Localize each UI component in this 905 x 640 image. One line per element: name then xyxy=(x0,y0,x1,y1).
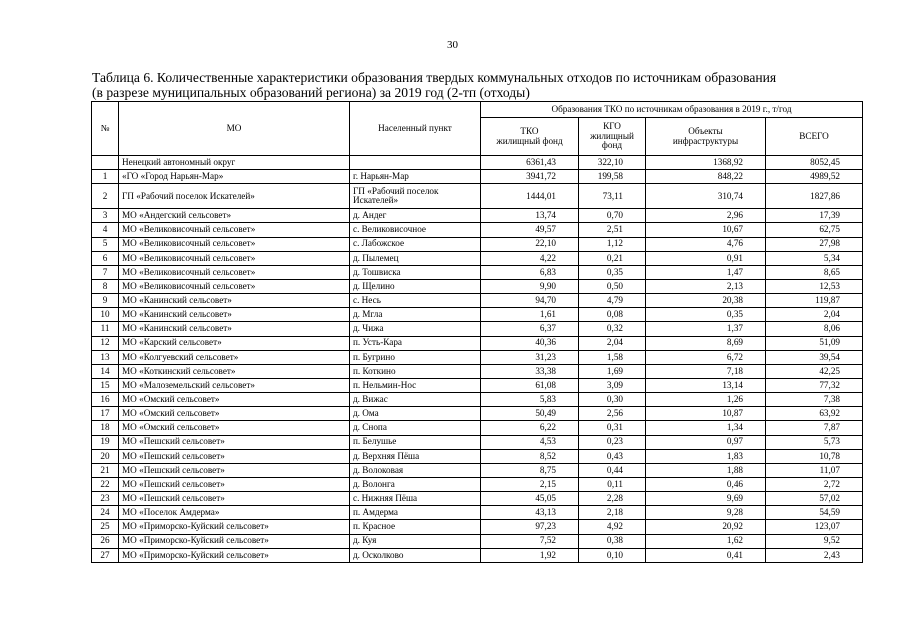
header-infra-line1: Объекты xyxy=(688,126,723,137)
municipality-cell: МО «Малоземельский сельсовет» xyxy=(119,378,350,392)
infrastructure-value-cell: 1,37 xyxy=(646,322,766,336)
kgo-value-cell: 0,38 xyxy=(579,534,646,548)
table-row xyxy=(92,336,863,350)
settlement-cell: д. Осколково xyxy=(350,548,481,562)
infrastructure-value-cell: 1,34 xyxy=(646,421,766,435)
table-row xyxy=(92,265,863,279)
table-row-total xyxy=(92,156,863,170)
row-number-cell: 11 xyxy=(92,322,119,336)
total-value-cell: 51,09 xyxy=(766,336,863,350)
municipality-cell: МО «Омский сельсовет» xyxy=(119,421,350,435)
infrastructure-value-cell: 9,28 xyxy=(646,506,766,520)
infrastructure-value-cell: 1,47 xyxy=(646,265,766,279)
tko-value-cell: 8,75 xyxy=(481,463,579,477)
municipality-cell: МО «Великовисочный сельсовет» xyxy=(119,279,350,293)
header-kgo-line3: фонд xyxy=(601,140,623,151)
municipality-cell: МО «Омский сельсовет» xyxy=(119,407,350,421)
infrastructure-value-cell: 0,97 xyxy=(646,435,766,449)
table-row xyxy=(92,184,863,209)
municipality-cell: МО «Пешский сельсовет» xyxy=(119,435,350,449)
row-number-cell: 6 xyxy=(92,251,119,265)
total-value-cell: 1827,86 xyxy=(766,184,863,209)
table-row xyxy=(92,350,863,364)
tko-value-cell: 43,13 xyxy=(481,506,579,520)
table-row xyxy=(92,449,863,463)
tko-value-cell: 13,74 xyxy=(481,209,579,223)
row-number-cell: 26 xyxy=(92,534,119,548)
table-row xyxy=(92,407,863,421)
table-row xyxy=(92,364,863,378)
kgo-value-cell: 0,30 xyxy=(579,393,646,407)
header-kgo-line1: КГО xyxy=(603,121,621,132)
tko-value-cell: 4,22 xyxy=(481,251,579,265)
kgo-value-cell: 0,32 xyxy=(579,322,646,336)
row-number-cell: 7 xyxy=(92,265,119,279)
header-infra-line2: инфраструктуры xyxy=(672,135,739,146)
municipality-cell: МО «Великовисочный сельсовет» xyxy=(119,251,350,265)
settlement-cell: д. Снопа xyxy=(350,421,481,435)
tko-value-cell: 2,15 xyxy=(481,477,579,491)
total-value-cell: 7,87 xyxy=(766,421,863,435)
row-number-cell: 8 xyxy=(92,279,119,293)
tko-value-cell: 6,83 xyxy=(481,265,579,279)
infrastructure-value-cell: 1,62 xyxy=(646,534,766,548)
row-number-cell: 20 xyxy=(92,449,119,463)
total-value-cell: 7,38 xyxy=(766,393,863,407)
total-value-cell: 123,07 xyxy=(766,520,863,534)
tko-value-cell: 45,05 xyxy=(481,492,579,506)
infrastructure-value-cell: 20,38 xyxy=(646,294,766,308)
settlement-cell: д. Чижа xyxy=(350,322,481,336)
kgo-value-cell: 2,04 xyxy=(579,336,646,350)
kgo-value-cell: 2,51 xyxy=(579,223,646,237)
tko-value-cell: 33,38 xyxy=(481,364,579,378)
infrastructure-value-cell: 0,46 xyxy=(646,477,766,491)
total-value-cell: 8,65 xyxy=(766,265,863,279)
infrastructure-value-cell: 9,69 xyxy=(646,492,766,506)
municipality-cell: МО «Великовисочный сельсовет» xyxy=(119,265,350,279)
kgo-value-cell: 4,79 xyxy=(579,294,646,308)
municipality-cell: МО «Приморско-Куйский сельсовет» xyxy=(119,548,350,562)
infrastructure-value-cell: 1,26 xyxy=(646,393,766,407)
table-row xyxy=(92,477,863,491)
header-kgo-line2: жилищный xyxy=(590,130,634,141)
infrastructure-value-cell: 1,83 xyxy=(646,449,766,463)
tko-value-cell: 40,36 xyxy=(481,336,579,350)
header-tko-line2: жилищный фонд xyxy=(496,135,563,146)
settlement-cell: д. Мгла xyxy=(350,308,481,322)
table-row xyxy=(92,279,863,293)
header-tko-line1: ТКО xyxy=(520,126,539,137)
kgo-value-cell: 0,08 xyxy=(579,308,646,322)
kgo-value-cell: 199,58 xyxy=(579,170,646,184)
tko-value-cell: 22,10 xyxy=(481,237,579,251)
tko-value-cell: 1,61 xyxy=(481,308,579,322)
table-row xyxy=(92,506,863,520)
settlement-cell: д. Верхняя Пёша xyxy=(350,449,481,463)
table-row xyxy=(92,294,863,308)
settlement-cell: д. Тошвиска xyxy=(350,265,481,279)
tko-value-cell: 8,52 xyxy=(481,449,579,463)
infrastructure-value-cell: 6,72 xyxy=(646,350,766,364)
municipality-cell: МО «Карский сельсовет» xyxy=(119,336,350,350)
infrastructure-value-cell: 2,96 xyxy=(646,209,766,223)
kgo-value-cell: 2,18 xyxy=(579,506,646,520)
waste-table xyxy=(91,101,863,563)
settlement-cell: д. Куя xyxy=(350,534,481,548)
municipality-cell: МО «Канинский сельсовет» xyxy=(119,294,350,308)
municipality-cell: МО «Пешский сельсовет» xyxy=(119,477,350,491)
tko-value-cell: 1,92 xyxy=(481,548,579,562)
municipality-cell: МО «Канинский сельсовет» xyxy=(119,308,350,322)
row-number-cell: 9 xyxy=(92,294,119,308)
municipality-cell: МО «Пешский сельсовет» xyxy=(119,449,350,463)
municipality-cell: «ГО «Город Нарьян-Мар» xyxy=(119,170,350,184)
settlement-cell xyxy=(350,156,481,170)
total-value-cell: 77,32 xyxy=(766,378,863,392)
table-row xyxy=(92,421,863,435)
tko-value-cell: 6,37 xyxy=(481,322,579,336)
table-body xyxy=(92,156,863,563)
total-value-cell: 27,98 xyxy=(766,237,863,251)
municipality-cell: МО «Канинский сельсовет» xyxy=(119,322,350,336)
infrastructure-value-cell: 0,91 xyxy=(646,251,766,265)
kgo-value-cell: 0,10 xyxy=(579,548,646,562)
kgo-value-cell: 2,28 xyxy=(579,492,646,506)
kgo-value-cell: 0,11 xyxy=(579,477,646,491)
total-value-cell: 119,87 xyxy=(766,294,863,308)
row-number-cell: 17 xyxy=(92,407,119,421)
tko-value-cell: 50,49 xyxy=(481,407,579,421)
municipality-cell: МО «Приморско-Куйский сельсовет» xyxy=(119,520,350,534)
municipality-cell: ГП «Рабочий поселок Искателей» xyxy=(119,184,350,209)
row-number-cell: 16 xyxy=(92,393,119,407)
municipality-cell: Ненецкий автономный округ xyxy=(119,156,350,170)
tko-value-cell: 61,08 xyxy=(481,378,579,392)
total-value-cell: 39,54 xyxy=(766,350,863,364)
total-value-cell: 5,34 xyxy=(766,251,863,265)
settlement-cell: д. Волоковая xyxy=(350,463,481,477)
total-value-cell: 54,59 xyxy=(766,506,863,520)
settlement-cell: с. Великовисочное xyxy=(350,223,481,237)
page-number: 30 xyxy=(447,39,458,51)
total-value-cell: 57,02 xyxy=(766,492,863,506)
total-value-cell: 10,78 xyxy=(766,449,863,463)
settlement-cell: п. Белушье xyxy=(350,435,481,449)
total-value-cell: 17,39 xyxy=(766,209,863,223)
infrastructure-value-cell: 0,41 xyxy=(646,548,766,562)
kgo-value-cell: 0,50 xyxy=(579,279,646,293)
kgo-value-cell: 1,12 xyxy=(579,237,646,251)
infrastructure-value-cell: 13,14 xyxy=(646,378,766,392)
infrastructure-value-cell: 848,22 xyxy=(646,170,766,184)
total-value-cell: 2,72 xyxy=(766,477,863,491)
kgo-value-cell: 2,56 xyxy=(579,407,646,421)
table-row xyxy=(92,520,863,534)
caption-line-1: Таблица 6. Количественные характеристики образования твердых коммунальных отходов по источникам образования xyxy=(92,70,777,85)
settlement-cell: ГП «Рабочий поселок Искателей» xyxy=(350,184,481,209)
total-value-cell: 2,04 xyxy=(766,308,863,322)
tko-value-cell: 1444,01 xyxy=(481,184,579,209)
tko-value-cell: 4,53 xyxy=(481,435,579,449)
header-tko xyxy=(481,118,579,156)
municipality-cell: МО «Поселок Амдерма» xyxy=(119,506,350,520)
infrastructure-value-cell: 2,13 xyxy=(646,279,766,293)
row-number-cell: 2 xyxy=(92,184,119,209)
infrastructure-value-cell: 7,18 xyxy=(646,364,766,378)
row-number-cell: 12 xyxy=(92,336,119,350)
settlement-cell: с. Несь xyxy=(350,294,481,308)
municipality-cell: МО «Пешский сельсовет» xyxy=(119,492,350,506)
table-row xyxy=(92,393,863,407)
table-row xyxy=(92,492,863,506)
header-total: ВСЕГО xyxy=(766,118,863,156)
municipality-cell: МО «Колгуевский сельсовет» xyxy=(119,350,350,364)
settlement-cell: д. Щелино xyxy=(350,279,481,293)
tko-value-cell: 5,83 xyxy=(481,393,579,407)
table-row xyxy=(92,209,863,223)
row-number-cell: 13 xyxy=(92,350,119,364)
kgo-value-cell: 0,44 xyxy=(579,463,646,477)
table-row xyxy=(92,237,863,251)
kgo-value-cell: 0,23 xyxy=(579,435,646,449)
municipality-cell: МО «Великовисочный сельсовет» xyxy=(119,237,350,251)
total-value-cell: 9,52 xyxy=(766,534,863,548)
kgo-value-cell: 0,31 xyxy=(579,421,646,435)
settlement-cell: с. Нижняя Пёша xyxy=(350,492,481,506)
header-mo: МО xyxy=(119,102,350,156)
settlement-cell: д. Андег xyxy=(350,209,481,223)
row-number-cell: 22 xyxy=(92,477,119,491)
row-number-cell: 4 xyxy=(92,223,119,237)
total-value-cell: 8,06 xyxy=(766,322,863,336)
tko-value-cell: 6361,43 xyxy=(481,156,579,170)
tko-value-cell: 7,52 xyxy=(481,534,579,548)
header-group: Образования ТКО по источникам образования в 2019 г., т/год xyxy=(481,102,863,118)
total-value-cell: 2,43 xyxy=(766,548,863,562)
tko-value-cell: 97,23 xyxy=(481,520,579,534)
total-value-cell: 11,07 xyxy=(766,463,863,477)
settlement-cell: п. Коткино xyxy=(350,364,481,378)
settlement-cell: д. Волонга xyxy=(350,477,481,491)
row-number-cell: 21 xyxy=(92,463,119,477)
settlement-cell: п. Бугрино xyxy=(350,350,481,364)
municipality-cell: МО «Андегский сельсовет» xyxy=(119,209,350,223)
settlement-cell: д. Пылемец xyxy=(350,251,481,265)
row-number-cell: 19 xyxy=(92,435,119,449)
kgo-value-cell: 4,92 xyxy=(579,520,646,534)
table-row xyxy=(92,308,863,322)
settlement-cell: г. Нарьян-Мар xyxy=(350,170,481,184)
total-value-cell: 42,25 xyxy=(766,364,863,378)
kgo-value-cell: 1,58 xyxy=(579,350,646,364)
total-value-cell: 12,53 xyxy=(766,279,863,293)
table-row xyxy=(92,223,863,237)
table-row xyxy=(92,322,863,336)
table-row xyxy=(92,548,863,562)
kgo-value-cell: 1,69 xyxy=(579,364,646,378)
settlement-cell: п. Амдерма xyxy=(350,506,481,520)
kgo-value-cell: 322,10 xyxy=(579,156,646,170)
tko-value-cell: 49,57 xyxy=(481,223,579,237)
header-kgo xyxy=(579,118,646,156)
municipality-cell: МО «Великовисочный сельсовет» xyxy=(119,223,350,237)
infrastructure-value-cell: 8,69 xyxy=(646,336,766,350)
infrastructure-value-cell: 20,92 xyxy=(646,520,766,534)
tko-value-cell: 31,23 xyxy=(481,350,579,364)
kgo-value-cell: 0,70 xyxy=(579,209,646,223)
total-value-cell: 5,73 xyxy=(766,435,863,449)
table-caption xyxy=(92,70,872,100)
header-settlement: Населенный пункт xyxy=(350,102,481,156)
kgo-value-cell: 0,21 xyxy=(579,251,646,265)
settlement-cell: с. Лабожское xyxy=(350,237,481,251)
tko-value-cell: 3941,72 xyxy=(481,170,579,184)
row-number-cell: 14 xyxy=(92,364,119,378)
row-number-cell: 10 xyxy=(92,308,119,322)
header-num: № xyxy=(92,102,119,156)
row-number-cell: 23 xyxy=(92,492,119,506)
row-number-cell xyxy=(92,156,119,170)
infrastructure-value-cell: 4,76 xyxy=(646,237,766,251)
kgo-value-cell: 0,43 xyxy=(579,449,646,463)
row-number-cell: 27 xyxy=(92,548,119,562)
tko-value-cell: 6,22 xyxy=(481,421,579,435)
total-value-cell: 62,75 xyxy=(766,223,863,237)
row-number-cell: 18 xyxy=(92,421,119,435)
municipality-cell: МО «Коткинский сельсовет» xyxy=(119,364,350,378)
total-value-cell: 63,92 xyxy=(766,407,863,421)
municipality-cell: МО «Приморско-Куйский сельсовет» xyxy=(119,534,350,548)
settlement-cell: д. Ома xyxy=(350,407,481,421)
infrastructure-value-cell: 1,88 xyxy=(646,463,766,477)
settlement-cell: п. Нельмин-Нос xyxy=(350,378,481,392)
header-infra xyxy=(646,118,766,156)
row-number-cell: 24 xyxy=(92,506,119,520)
infrastructure-value-cell: 10,87 xyxy=(646,407,766,421)
municipality-cell: МО «Омский сельсовет» xyxy=(119,393,350,407)
kgo-value-cell: 3,09 xyxy=(579,378,646,392)
table-row xyxy=(92,251,863,265)
row-number-cell: 3 xyxy=(92,209,119,223)
row-number-cell: 25 xyxy=(92,520,119,534)
infrastructure-value-cell: 310,74 xyxy=(646,184,766,209)
settlement-cell: п. Красное xyxy=(350,520,481,534)
table-row xyxy=(92,463,863,477)
table-header xyxy=(92,102,863,156)
table-row xyxy=(92,170,863,184)
tko-value-cell: 94,70 xyxy=(481,294,579,308)
row-number-cell: 5 xyxy=(92,237,119,251)
kgo-value-cell: 0,35 xyxy=(579,265,646,279)
caption-line-2: (в разрезе муниципальных образований региона) за 2019 год (2-тп (отходы) xyxy=(92,85,530,100)
row-number-cell: 15 xyxy=(92,378,119,392)
table-row xyxy=(92,378,863,392)
row-number-cell: 1 xyxy=(92,170,119,184)
kgo-value-cell: 73,11 xyxy=(579,184,646,209)
total-value-cell: 8052,45 xyxy=(766,156,863,170)
table-row xyxy=(92,534,863,548)
total-value-cell: 4989,52 xyxy=(766,170,863,184)
settlement-cell: п. Усть-Кара xyxy=(350,336,481,350)
infrastructure-value-cell: 0,35 xyxy=(646,308,766,322)
tko-value-cell: 9,90 xyxy=(481,279,579,293)
municipality-cell: МО «Пешский сельсовет» xyxy=(119,463,350,477)
settlement-cell: д. Вижас xyxy=(350,393,481,407)
infrastructure-value-cell: 10,67 xyxy=(646,223,766,237)
infrastructure-value-cell: 1368,92 xyxy=(646,156,766,170)
table-row xyxy=(92,435,863,449)
